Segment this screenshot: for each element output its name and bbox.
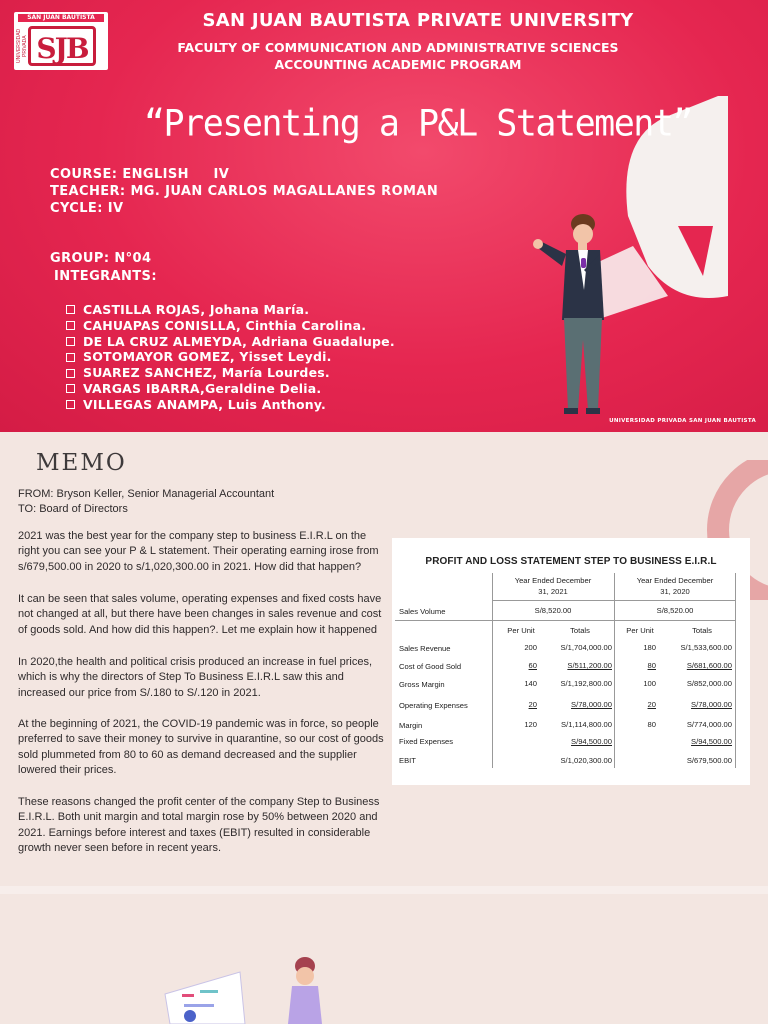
year-2020-header-line1: Year Ended December [636,576,714,585]
cell: S/679,500.00 [686,756,732,765]
group-line: GROUP: N°04 [50,251,152,266]
memo-to: TO: Board of Directors [18,503,128,515]
cell: 200 [524,643,537,652]
cell: S/78,000.00 [691,700,732,709]
grid-line [492,600,735,601]
col-per-unit-2021: Per Unit [507,626,535,635]
cell: 140 [524,679,537,688]
cell: S/511,200.00 [567,661,612,670]
grid-line [614,573,615,768]
list-item: SUAREZ SANCHEZ, María Lourdes. [66,365,395,381]
row-label: Gross Margin [399,680,445,689]
footer-watermark: UNIVERSIDAD PRIVADA SAN JUAN BAUTISTA [609,418,756,424]
checkbox-icon [66,353,75,362]
row-label: Fixed Expenses [399,737,454,746]
col-totals-2021: Totals [570,626,590,635]
checkbox-icon [66,321,75,330]
checkbox-icon [66,305,75,314]
cell: 80 [647,661,656,670]
row-label: Cost of Good Sold [399,662,462,671]
cell: 100 [643,679,656,688]
grid-line [395,620,735,621]
university-name: SAN JUAN BAUTISTA PRIVATE UNIVERSITY [202,10,634,31]
year-2021-header-line1: Year Ended December [514,576,592,585]
row-label: Sales Revenue [399,644,451,653]
cell: S/852,000.00 [686,679,732,688]
logo-tag: SAN JUAN BAUTISTA [18,14,104,22]
chart-board-illustration [160,954,340,1024]
cell: S/94,500.00 [571,737,612,746]
grid-line [492,573,493,768]
sales-volume-2020: S/8,520.00 [656,606,694,615]
row-label: Margin [399,721,423,730]
col-totals-2020: Totals [692,626,712,635]
year-2021-header-line2: 31, 2021 [538,587,568,596]
logo-side-text: UNIVERSIDAD PRIVADA [16,28,28,64]
cell: S/681,600.00 [686,661,732,670]
logo-mark: SJB [28,26,96,66]
teacher-line: TEACHER: MG. JUAN CARLOS MAGALLANES ROMAN [50,184,439,199]
row-label: EBIT [399,756,416,765]
integrants-label: INTEGRANTS: [54,269,157,284]
cell: S/1,533,600.00 [680,643,732,652]
list-item: SOTOMAYOR GOMEZ, Yisset Leydi. [66,349,395,365]
list-item: VARGAS IBARRA,Geraldine Delia. [66,381,395,397]
memo-paragraph: These reasons changed the profit center of the company Step to Business E.I.R.L. Both unit margin and total margin rose by 50% between 2020 and 2021. Earnings before interest and taxes (EBIT) resulted in considerable growth never seen before in recent years. [18,796,380,854]
presentation-title: “Presenting a P&L Statement” [143,103,692,145]
grid-line [735,573,736,768]
cell: 20 [528,700,537,709]
members-list [66,302,395,413]
table-title: PROFIT AND LOSS STATEMENT STEP TO BUSINESS E.I.R.L [425,556,717,567]
memo-from: FROM: Bryson Keller, Senior Managerial Accountant [18,488,275,500]
faculty-name: FACULTY OF COMMUNICATION AND ADMINISTRATIVE SCIENCES [177,40,619,55]
next-page-preview [0,894,768,1024]
sales-volume-2021: S/8,520.00 [534,606,572,615]
list-item: VILLEGAS ANAMPA, Luis Anthony. [66,397,395,413]
course-line: COURSE: ENGLISH IV [50,167,230,182]
memo-paragraph: In 2020,the health and political crisis produced an increase in fuel prices, which is why the directors of Step To Business E.I.R.L saw this and increased our price from S/.180 to S/.120 in 2021. [18,656,373,699]
cell: S/774,000.00 [686,720,732,729]
page-separator [0,886,768,894]
row-label: Operating Expenses [399,701,468,710]
cycle-line: CYCLE: IV [50,201,124,216]
memo-paragraph: 2021 was the best year for the company step to business E.I.R.L on the right you can see your P & L statement. Their operating earning irose from s/679,500.00 in 2020 to s/1,020,300.00 in 2021. How did that happen? [18,530,379,573]
cell: 20 [647,700,656,709]
cell: 80 [647,720,656,729]
memo-paragraph: At the beginning of 2021, the COVID-19 pandemic was in force, so people preferred to save their money to survive in quarantine, so our cost of goods sold plummeted from 80 to 60 as demand decreased and the supplier lowered their prices. [18,718,384,776]
cell: S/1,114,800.00 [561,720,612,729]
year-2020-header-line2: 31, 2020 [660,587,690,596]
col-per-unit-2020: Per Unit [626,626,654,635]
checkbox-icon [66,400,75,409]
memo-paragraph: It can be seen that sales volume, operating expenses and fixed costs have not changed at all, but there have been changes in sales revenue and cost of goods sold. And how did this happen?. Let me explain how it happened [18,593,382,636]
program-name: ACCOUNTING ACADEMIC PROGRAM [274,57,522,72]
pl-statement-table [392,538,750,785]
cell: S/1,192,800.00 [560,679,612,688]
checkbox-icon [66,384,75,393]
checkbox-icon [66,369,75,378]
cell: S/1,704,000.00 [560,643,612,652]
checkbox-icon [66,337,75,346]
presenter-illustration [528,210,618,420]
cell: S/78,000.00 [571,700,612,709]
list-item: DE LA CRUZ ALMEYDA, Adriana Guadalupe. [66,334,395,350]
list-item: CASTILLA ROJAS, Johana María. [66,302,395,318]
cell: S/1,020,300.00 [560,756,612,765]
cell: 120 [524,720,537,729]
cell: 180 [643,643,656,652]
list-item: CAHUAPAS CONISLLA, Cinthia Carolina. [66,318,395,334]
sales-volume-label: Sales Volume [399,607,446,616]
cell: 60 [528,661,537,670]
memo-title: MEMO [36,450,127,476]
cell: S/94,500.00 [691,737,732,746]
cover-slide [0,0,768,432]
